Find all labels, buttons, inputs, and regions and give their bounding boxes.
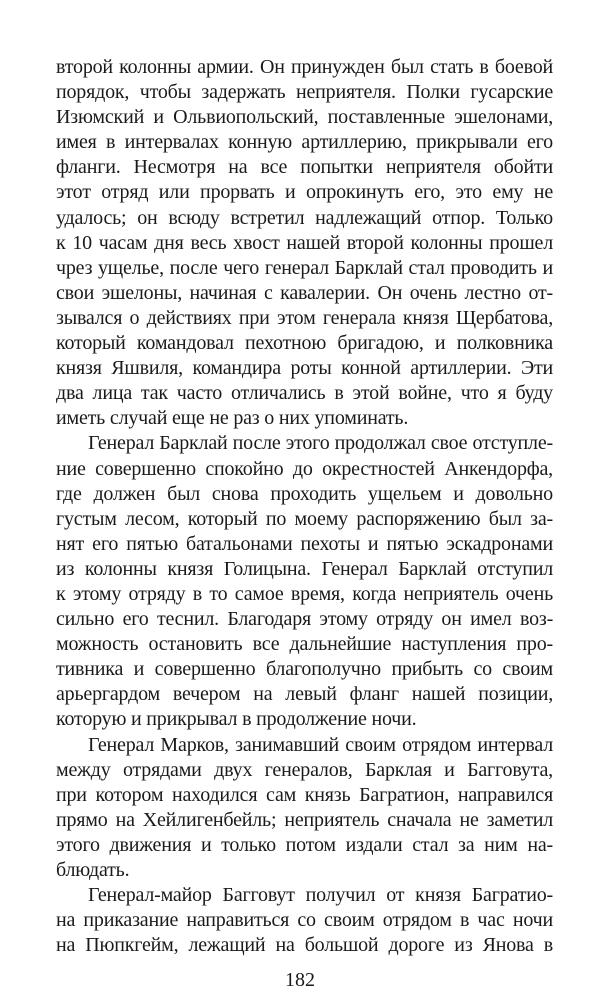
text-line: фланги. Несмотря на все попытки неприятеля обойти <box>56 156 553 179</box>
text-line: Изюмский и Ольвиопольский, поставленные эшелонами, <box>56 106 554 129</box>
text-line: который командовал пехотною бригадою, и полковника <box>56 332 553 355</box>
text-line: иметь случай еще не раз о них упоминать. <box>56 407 409 430</box>
text-line: арьергардом вечером на левый фланг нашей позиции, <box>56 683 554 706</box>
text-line: чрез ущелье, после чего генерал Барклай стал проводить и <box>56 256 553 279</box>
text-line: второй колонны армии. Он принужден был стать в боевой <box>56 56 554 78</box>
text-line: этот отряд или прорвать и опрокинуть его, это ему не <box>56 181 553 204</box>
text-line: из колонны князя Голицына. Генерал Барклай отступил <box>56 557 553 580</box>
paragraph <box>56 733 553 884</box>
text-line: блюдать. <box>56 859 130 881</box>
text-line: сильно его теснил. Благодаря этому отряду он имел воз- <box>56 608 554 631</box>
text-line: при котором находился сам князь Багратион, направился <box>56 783 553 806</box>
text-line: к этому отряду в то самое время, когда неприятель очень <box>56 582 553 605</box>
text-line: на приказание направиться со своим отрядом в час ночи <box>56 909 553 932</box>
paragraph <box>56 55 553 431</box>
text-line: прямо на Хейлигенбейль; неприятель сначала не заметил <box>56 808 554 831</box>
text-line: тивника и совершенно благополучно прибыть со своим <box>56 658 553 681</box>
text-line: два лица так часто отличались в этой войне, что я буду <box>56 382 553 405</box>
text-line: Генерал Барклай после этого продолжал свое отступле- <box>88 432 553 455</box>
text-line: свои эшелоны, начиная с кавалерии. Он очень лестно от- <box>56 281 554 304</box>
page-body <box>56 55 553 958</box>
text-line: князя Яшвиля, командира роты конной артиллерии. Эти <box>56 357 553 380</box>
page-number: 182 <box>285 969 315 991</box>
text-line: к 10 часам дня весь хвост нашей второй колонны прошел <box>56 231 553 254</box>
text-line: густым лесом, который по моему распоряжению был за- <box>56 507 554 530</box>
paragraph <box>56 883 553 958</box>
text-line: можность остановить все дальнейшие наступления про- <box>56 633 553 656</box>
text-line: имея в интервалах конную артиллерию, прикрывали его <box>56 131 553 154</box>
text-line: удалось; он всюду встретил надлежащий отпор. Только <box>56 206 553 229</box>
text-line: зывался о действиях при этом генерала князя Щербатова, <box>56 306 554 329</box>
text-line: между отрядами двух генералов, Барклая и Багговута, <box>56 758 553 781</box>
text-line: которую и прикрывал в продолжение ночи. <box>56 708 417 731</box>
paragraph <box>56 431 553 732</box>
text-line: порядок, чтобы задержать неприятеля. Полки гусарские <box>56 81 554 104</box>
text-line: нят его пятью батальонами пехоты и пятью эскадронами <box>56 532 553 555</box>
text-line: Генерал-майор Багговут получил от князя Багратио- <box>88 884 553 907</box>
text-line: этого движения и только потом издали стал за ним на- <box>56 833 553 856</box>
text-line: на Пюпкгейм, лежащий на большой дороге из Янова в <box>56 934 553 957</box>
text-line: Генерал Марков, занимавший своим отрядом интервал <box>88 733 554 756</box>
text-line: где должен был снова проходить ущельем и довольно <box>56 482 553 505</box>
text-line: ние совершенно спокойно до окрестностей Анкендорфа, <box>56 457 553 480</box>
